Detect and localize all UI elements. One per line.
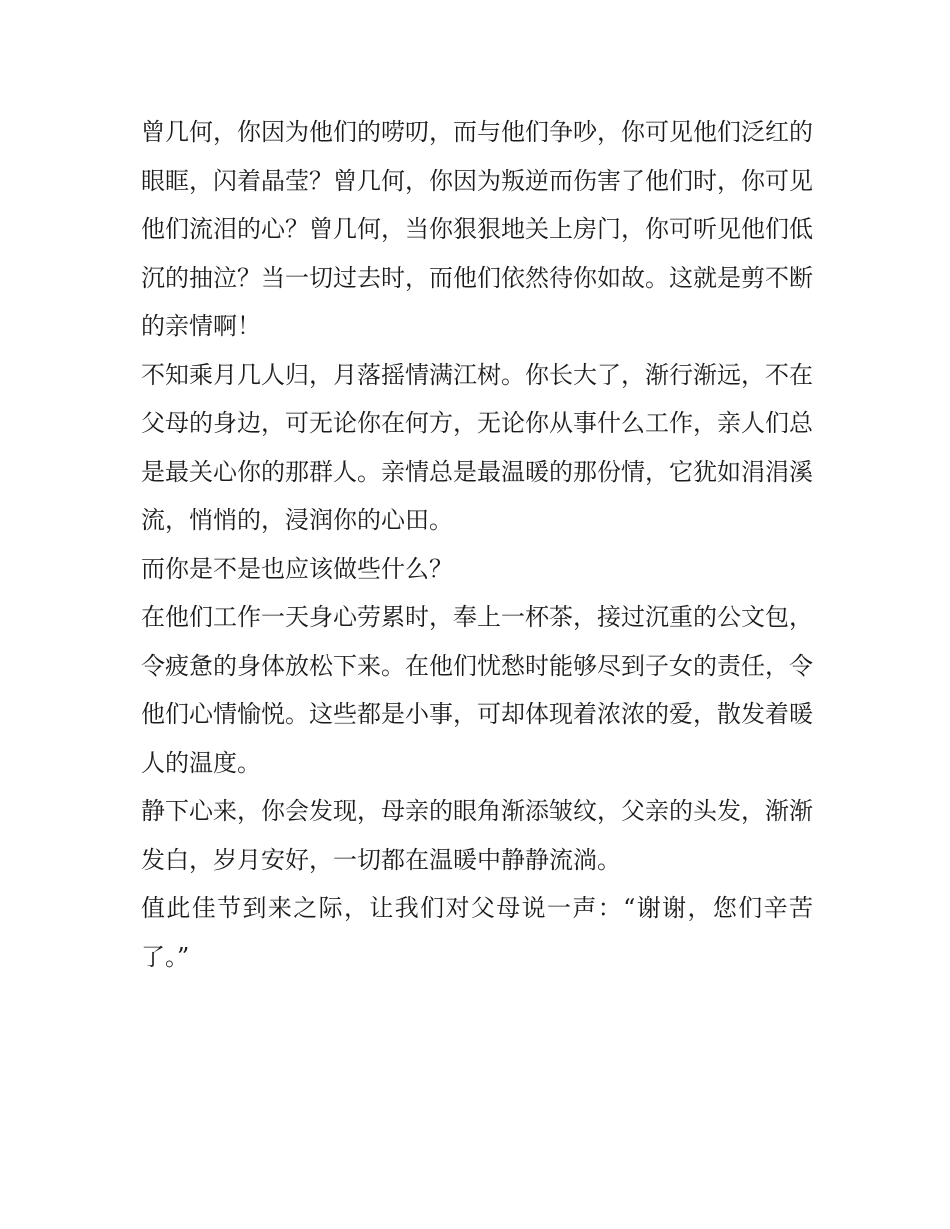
paragraph-5: 静下心来，你会发现，母亲的眼角渐添皱纹，父亲的头发，渐渐发白，岁月安好，一切都在温暖中静静流淌。 [141,797,813,874]
paragraph-2: 不知乘月几人归，月落摇情满江树。你长大了，渐行渐远，不在父母的身边，可无论你在何方，无论你从事什么工作，亲人们总是最关心你的那群人。亲情总是最温暖的那份情，它犹如涓涓溪流，悄悄的，浸润你的心田。 [141,360,813,534]
document-body [141,108,813,981]
paragraph-4: 在他们工作一天身心劳累时，奉上一杯茶，接过沉重的公文包，令疲惫的身体放松下来。在他们忧愁时能够尽到子女的责任，令他们心情愉悦。这些都是小事，可却体现着浓浓的爱，散发着暖人的温度。 [141,603,813,777]
paragraph-3: 而你是不是也应该做些什么？ [141,554,453,583]
paragraph-6: 值此佳节到来之际，让我们对父母说一声：“谢谢，您们辛苦了。” [141,894,813,971]
paragraph-1: 曾几何，你因为他们的唠叨，而与他们争吵，你可见他们泛红的眼眶，闪着晶莹？曾几何，你因为叛逆而伤害了他们时，你可见他们流泪的心？曾几何，当你狠狠地关上房门，你可听见他们低沉的抽泣？当一切过去时，而他们依然待你如故。这就是剪不断的亲情啊！ [141,118,813,340]
